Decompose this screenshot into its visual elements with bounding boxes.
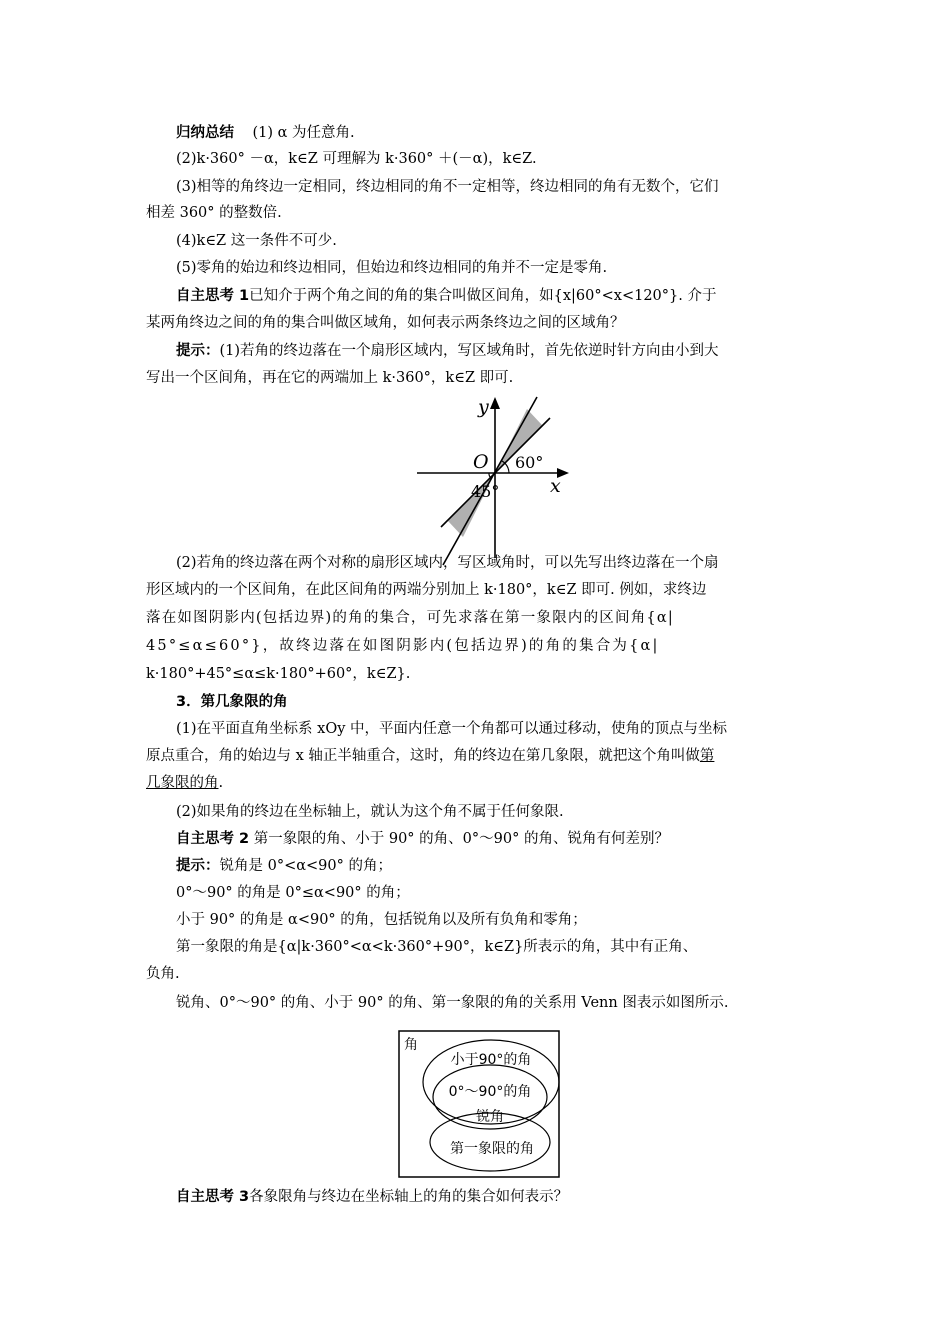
venn-label-acute: 锐角 bbox=[476, 1109, 504, 1125]
origin-label: O bbox=[473, 451, 489, 473]
hint-label: 提示： bbox=[176, 858, 220, 874]
hint-text: (1)若角的终边落在一个扇形区域内，写区域角时，首先依逆时针方向由小到大 bbox=[219, 343, 719, 359]
think2-hint-line bbox=[176, 853, 392, 879]
summary-title: 归纳总结 bbox=[176, 125, 234, 141]
think3-question: 各象限角与终边在坐标轴上的角的集合如何表示？ bbox=[249, 1189, 569, 1205]
think3-line bbox=[176, 1184, 568, 1210]
hint2-text: (2)若角的终边落在两个对称的扇形区域内，写区域角时，可以先写出终边落在一个扇 bbox=[176, 555, 719, 571]
think3-title: 自主思考 3 bbox=[176, 1189, 250, 1205]
think2-text: 第一象限的角是{α|k·360°<α<k·360°+90°，k∈Z}所表示的角，其中有正角、 bbox=[176, 939, 698, 955]
hint-text: 锐角是 0°<α<90° 的角； bbox=[219, 858, 392, 874]
period: . bbox=[218, 775, 224, 791]
term-underlined: 第 bbox=[699, 748, 715, 764]
section3-heading: 3．第几象限的角 bbox=[176, 694, 288, 710]
hint2-text: k·180°+45°≤α≤k·180°+60°，k∈Z}. bbox=[146, 666, 411, 682]
think2-text: 小于 90° 的角是 α<90° 的角，包括锐角以及所有负角和零角； bbox=[176, 912, 587, 928]
think1-hint-line bbox=[176, 338, 719, 364]
section3-text: (2)如果角的终边在坐标轴上，就认为这个角不属于任何象限. bbox=[176, 804, 564, 820]
think1-text: 已知介于两个角之间的角的集合叫做区间角，如{x|60°<x<120°}. 介于 bbox=[249, 288, 717, 304]
angle-region-figure bbox=[405, 393, 585, 568]
hint2-text: 45°≤α≤60°}，故终边落在如图阴影内(包括边界)的角的集合为{α| bbox=[146, 638, 660, 654]
summary-item: (4)k∈Z 这一条件不可少. bbox=[176, 233, 337, 249]
hint-label: 提示： bbox=[176, 343, 220, 359]
think2-title: 自主思考 2 bbox=[176, 831, 250, 847]
think1-line bbox=[176, 283, 716, 309]
think2-question: 第一象限的角、小于 90° 的角、0°～90° 的角、锐角有何差别？ bbox=[249, 831, 669, 847]
summary-item: (3)相等的角终边一定相同，终边相同的角不一定相等，终边相同的角有无数个，它们 bbox=[176, 179, 719, 195]
think2-text: 0°～90° 的角是 0°≤α<90° 的角； bbox=[176, 885, 410, 901]
summary-item: (5)零角的始边和终边相同，但始边和终边相同的角并不一定是零角. bbox=[176, 260, 608, 276]
venn-label-less90: 小于90°的角 bbox=[450, 1052, 532, 1068]
think2-line bbox=[176, 826, 669, 852]
angle-45-label: 45° bbox=[471, 482, 500, 501]
venn-label-q1: 第一象限的角 bbox=[450, 1141, 534, 1157]
think1-title: 自主思考 1 bbox=[176, 288, 250, 304]
term-underlined: 几象限的角 bbox=[146, 775, 219, 791]
section3-text: 原点重合，角的始边与 x 轴正半轴重合，这时，角的终边在第几象限，就把这个角叫做 bbox=[146, 748, 700, 764]
summary-item: (1) α 为任意角. bbox=[252, 125, 355, 141]
y-axis-arrow-icon bbox=[490, 397, 500, 409]
hint2-text: 形区域内的一个区间角，在此区间角的两端分别加上 k·180°，k∈Z 即可. 例如，求终边 bbox=[146, 582, 707, 598]
venn-outer-label: 角 bbox=[404, 1037, 418, 1053]
line-60 bbox=[443, 397, 537, 565]
summary-item: (2)k·360° －α，k∈Z 可理解为 k·360° ＋(－α)，k∈Z. bbox=[176, 151, 537, 167]
venn-diagram bbox=[398, 1030, 560, 1178]
summary-line-1 bbox=[176, 120, 355, 146]
x-label: x bbox=[550, 475, 561, 497]
section3-text: (1)在平面直角坐标系 xOy 中，平面内任意一个角都可以通过移动，使角的顶点与坐标 bbox=[176, 721, 728, 737]
think2-text: 负角. bbox=[146, 966, 180, 982]
think2-text: 锐角、0°～90° 的角、小于 90° 的角、第一象限的角的关系用 Venn 图表示如图所示. bbox=[176, 995, 729, 1011]
venn-label-0to90: 0°～90°的角 bbox=[448, 1084, 532, 1100]
hint-text: 写出一个区间角，再在它的两端加上 k·360°，k∈Z 即可. bbox=[146, 370, 514, 386]
think1-text: 某两角终边之间的角的集合叫做区域角，如何表示两条终边之间的区域角？ bbox=[146, 315, 625, 331]
angle-60-label: 60° bbox=[515, 453, 544, 472]
y-label: y bbox=[478, 396, 489, 418]
section3-text-line bbox=[146, 743, 714, 769]
hint2-text: 落在如图阴影内(包括边界)的角的集合，可先求落在第一象限内的区间角{α| bbox=[146, 610, 674, 626]
section3-term-line bbox=[146, 770, 223, 796]
summary-item: 相差 360° 的整数倍. bbox=[146, 205, 282, 221]
